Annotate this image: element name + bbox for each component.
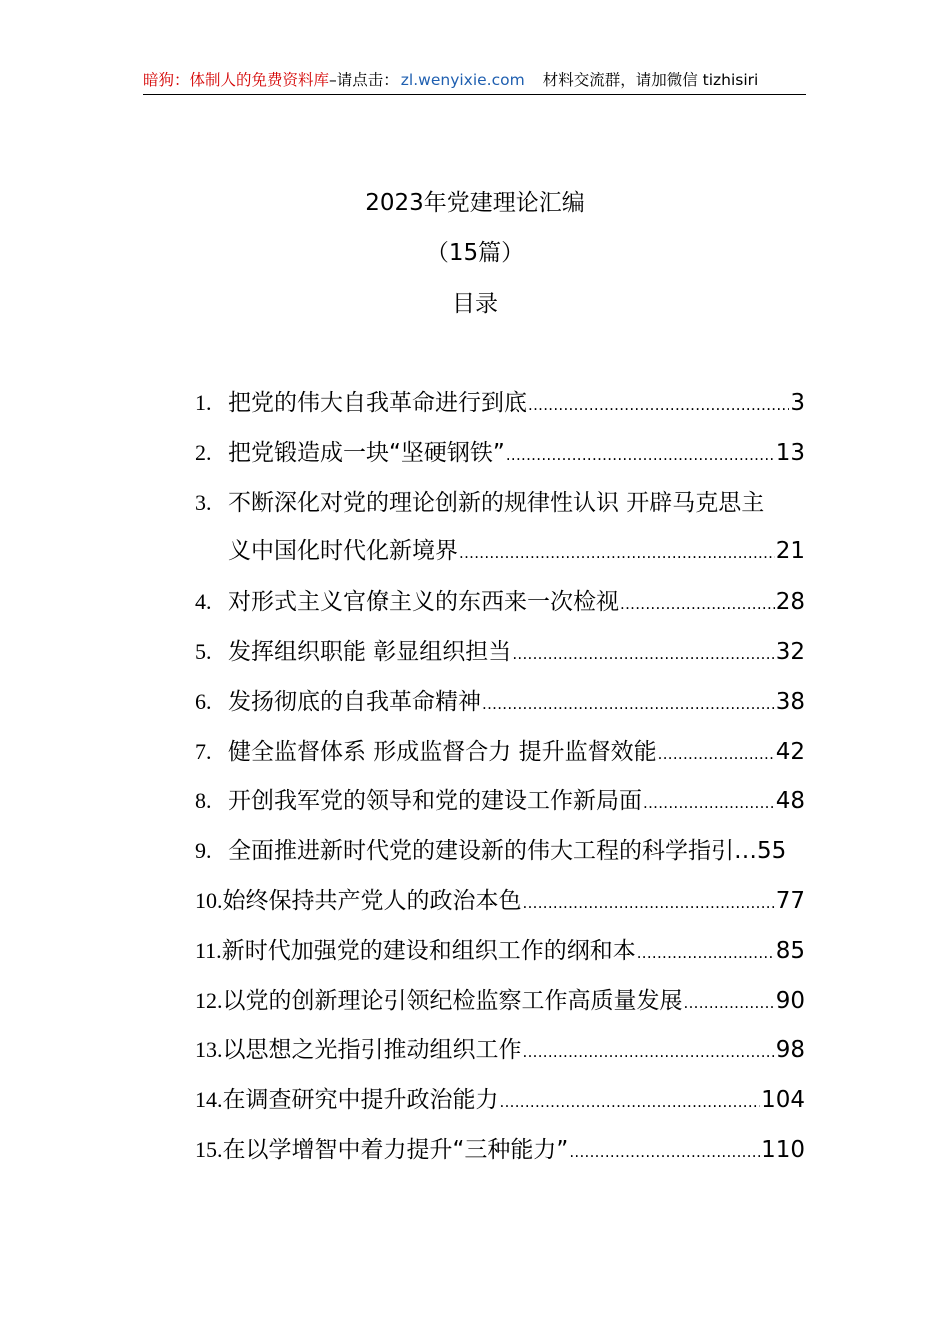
toc-entry-page: 3 bbox=[790, 390, 805, 416]
toc-entry-number: 5. bbox=[195, 638, 212, 664]
toc-entry-number: 7. bbox=[195, 738, 212, 764]
toc-entry[interactable] bbox=[195, 577, 805, 627]
toc-entry-title: 健全监督体系 形成监督合力 提升监督效能 bbox=[228, 738, 657, 765]
toc-entry-page: 90 bbox=[775, 987, 805, 1014]
toc-leader bbox=[482, 680, 775, 730]
toc-entry-title: 以思想之光指引推动组织工作 bbox=[222, 1037, 522, 1064]
toc-entry-page: 98 bbox=[775, 1037, 805, 1064]
header-brand: 暗狗：体制人的免费资料库 bbox=[143, 71, 330, 89]
toc-entry-number: 6. bbox=[195, 688, 212, 714]
toc-entry-title: 把党的伟大自我革命进行到底 bbox=[228, 390, 527, 416]
toc-entry-title: 不断深化对党的理论创新的规律性认识 开辟马克思主 bbox=[228, 489, 765, 516]
header-cta: –请点击： bbox=[329, 71, 399, 89]
toc-entry[interactable] bbox=[195, 826, 805, 876]
toc-entry-number: 2. bbox=[195, 439, 212, 465]
toc-entry[interactable] bbox=[195, 1075, 805, 1125]
document-title: 2023年党建理论汇编 bbox=[365, 190, 585, 216]
toc-entry[interactable] bbox=[195, 478, 805, 528]
toc-entry[interactable] bbox=[195, 727, 805, 777]
toc-entry-page: 110 bbox=[761, 1136, 805, 1163]
toc-entry-page: 13 bbox=[775, 439, 805, 466]
toc-entry[interactable] bbox=[195, 776, 805, 826]
toc-leader bbox=[523, 1028, 775, 1078]
toc-entry-number: 1. bbox=[195, 390, 212, 415]
toc-entry-page: 55 bbox=[757, 838, 787, 865]
toc-leader bbox=[528, 381, 789, 431]
toc-leader bbox=[500, 1078, 761, 1128]
toc-entry-title: 在调查研究中提升政治能力 bbox=[222, 1087, 499, 1114]
toc-leader bbox=[658, 730, 775, 780]
toc-leader bbox=[459, 529, 775, 579]
toc-entry-title-cont: 义中国化时代化新境界 bbox=[228, 538, 458, 565]
toc-entry-title: 全面推进新时代党的建设新的伟大工程的科学指引… bbox=[228, 838, 757, 865]
toc-entry-number: 4. bbox=[195, 589, 212, 615]
toc-entry-page: 77 bbox=[775, 887, 805, 914]
toc-entry-continuation[interactable] bbox=[195, 527, 805, 577]
toc-leader bbox=[523, 879, 775, 929]
toc-entry-page: 48 bbox=[775, 788, 805, 815]
document-count: （15篇） bbox=[425, 240, 525, 266]
page-header bbox=[143, 66, 806, 95]
toc-entry-title: 把党锻造成一块“坚硬钢铁” bbox=[228, 439, 505, 466]
toc-entry-number: 13. bbox=[195, 1037, 223, 1063]
toc-entry-page: 85 bbox=[775, 937, 805, 964]
toc-entry-title: 始终保持共产党人的政治本色 bbox=[222, 887, 522, 914]
toc-entry[interactable] bbox=[195, 876, 805, 926]
toc-entry[interactable] bbox=[195, 627, 805, 677]
toc-entry-title: 在以学增智中着力提升“三种能力” bbox=[222, 1136, 569, 1163]
toc-leader bbox=[643, 779, 775, 829]
header-group-info: 材料交流群，请加微信 tizhisiri bbox=[542, 71, 759, 89]
toc-entry[interactable] bbox=[195, 976, 805, 1026]
toc-entry[interactable] bbox=[195, 1025, 805, 1075]
toc-entry-title: 新时代加强党的建设和组织工作的纲和本 bbox=[221, 937, 636, 964]
toc-entry-page: 28 bbox=[775, 589, 805, 616]
toc-entry-number: 8. bbox=[195, 788, 212, 814]
toc-leader bbox=[569, 1128, 760, 1178]
toc-entry[interactable] bbox=[195, 378, 805, 428]
toc-leader bbox=[506, 431, 775, 481]
toc-leader bbox=[637, 929, 775, 979]
toc-entry-page: 42 bbox=[775, 738, 805, 765]
header-link[interactable]: zl.wenyixie.com bbox=[400, 71, 525, 89]
toc-entry-title: 发扬彻底的自我革命精神 bbox=[228, 688, 481, 715]
toc-leader bbox=[684, 979, 775, 1029]
toc-entry-number: 3. bbox=[195, 489, 212, 515]
toc-entry-page: 32 bbox=[775, 638, 805, 665]
toc-entry-number: 12. bbox=[195, 987, 223, 1013]
table-of-contents bbox=[195, 378, 805, 1175]
toc-entry-title: 以党的创新理论引领纪检监察工作高质量发展 bbox=[222, 987, 683, 1014]
toc-entry[interactable] bbox=[195, 428, 805, 478]
toc-entry-number: 10. bbox=[195, 887, 223, 913]
toc-entry-page: 21 bbox=[775, 538, 805, 565]
toc-entry-page: 38 bbox=[775, 688, 805, 715]
toc-entry[interactable] bbox=[195, 1125, 805, 1175]
toc-entry[interactable] bbox=[195, 926, 805, 976]
toc-entry-number: 11. bbox=[195, 937, 222, 963]
toc-entry-title: 对形式主义官僚主义的东西来一次检视 bbox=[228, 589, 619, 616]
toc-entry-page: 104 bbox=[761, 1087, 805, 1114]
toc-entry-number: 14. bbox=[195, 1087, 223, 1113]
toc-leader bbox=[620, 580, 775, 630]
toc-entry-title: 开创我军党的领导和党的建设工作新局面 bbox=[228, 788, 642, 815]
toc-entry-number: 15. bbox=[195, 1136, 223, 1162]
toc-entry-number: 9. bbox=[195, 838, 212, 864]
toc-entry-title: 发挥组织职能 彰显组织担当 bbox=[228, 638, 512, 665]
toc-entry[interactable] bbox=[195, 677, 805, 727]
toc-leader bbox=[512, 630, 774, 680]
toc-heading: 目录 bbox=[452, 291, 498, 317]
